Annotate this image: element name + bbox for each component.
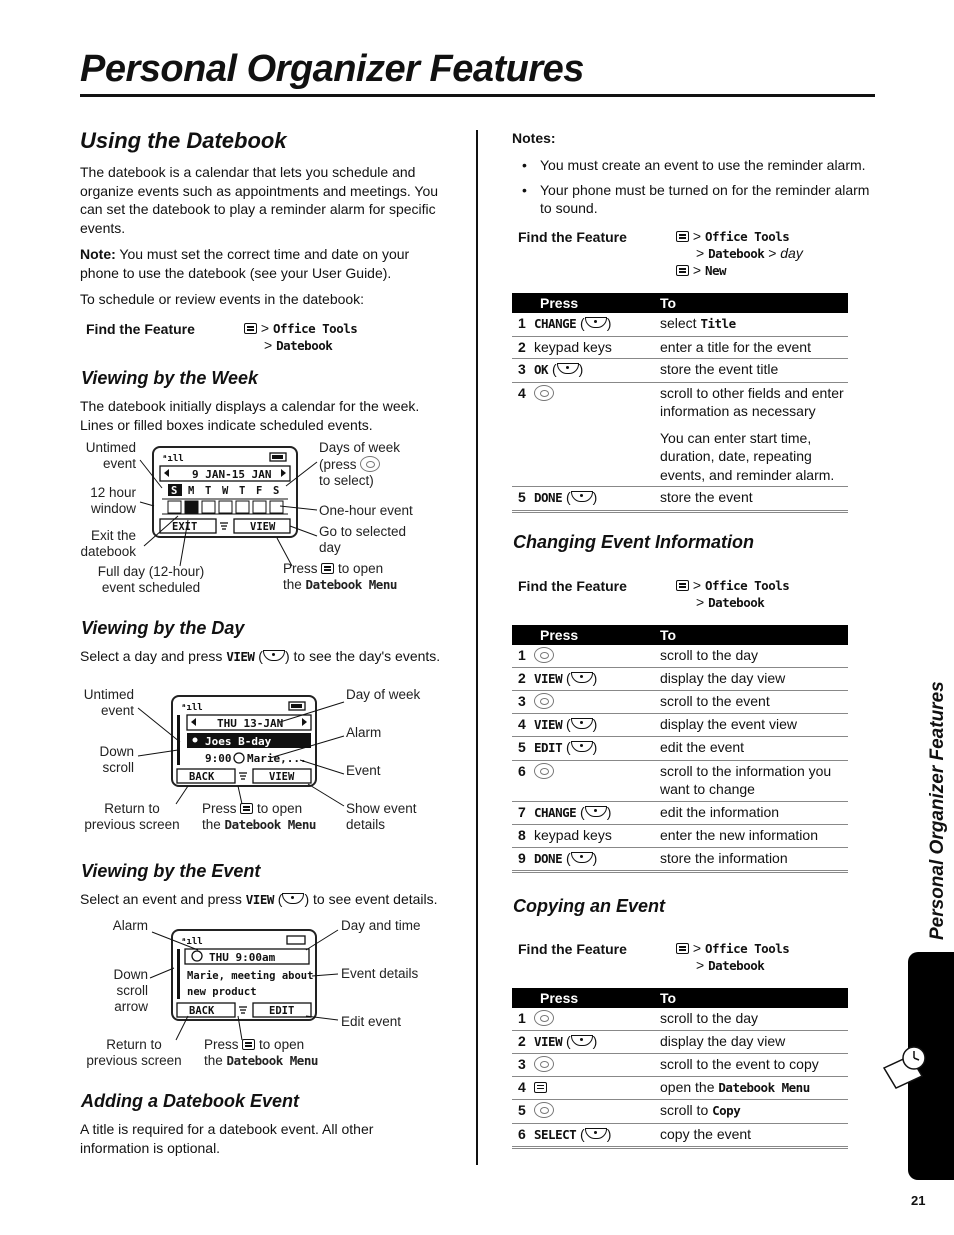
find-feature-label: Find the Feature <box>518 578 627 594</box>
event-line-2: new product <box>187 986 257 998</box>
ann-alarm-event: Alarm <box>112 918 148 933</box>
ann-down-arrow: Down scroll arrow <box>113 967 148 1014</box>
note-paragraph <box>80 245 445 282</box>
press-cell: VIEW ( ) <box>534 713 654 737</box>
view-softkey-label: VIEW <box>250 521 276 533</box>
svg-text:EDIT: EDIT <box>269 1005 295 1017</box>
nav-key-icon <box>534 1102 554 1118</box>
table-row <box>512 1054 848 1077</box>
day-date: THU 13-JAN <box>217 717 284 730</box>
menu-key-icon <box>676 231 689 242</box>
to-cell: store the event title <box>654 359 848 383</box>
table-row <box>512 667 848 691</box>
step-number: 2 <box>512 336 534 359</box>
table-row <box>512 760 848 801</box>
press-cell: CHANGE ( ) <box>534 313 654 336</box>
ann-untimed-day: Untimed event <box>83 687 134 718</box>
step-number: 4 <box>512 713 534 737</box>
table-row <box>512 713 848 737</box>
ann-down-scroll: Down scroll <box>99 744 134 775</box>
press-cell <box>534 1100 654 1124</box>
step-number: 1 <box>512 645 534 667</box>
step-number: 9 <box>512 847 534 872</box>
press-cell: DONE ( ) <box>534 847 654 872</box>
changing-table: Press To 1 scroll to the day 2 VIEW ( ) display the day view 3 scroll to the event 4 VIEW ( ) display the event view 5 EDIT ( ) edit the event 6 scroll to the information you want to change 7 CHANGE ( ) edit the information 8 keypad keys enter the new information 9 DONE ( ) store the information <box>512 625 848 873</box>
softkey-icon <box>263 650 285 661</box>
nav-key-icon <box>534 647 554 663</box>
svg-text:BACK: BACK <box>189 1005 215 1017</box>
find-feature-label: Find the Feature <box>518 229 627 245</box>
weekday-label: S <box>171 485 178 497</box>
nav-key-icon <box>534 1056 554 1072</box>
softkey-icon <box>571 672 593 683</box>
svg-text:BACK: BACK <box>189 771 215 783</box>
week-range: 9 JAN-15 JAN <box>192 468 272 481</box>
table-row <box>512 313 848 336</box>
menu-key-icon <box>321 563 334 574</box>
step-number: 1 <box>512 313 534 336</box>
page-title: Personal Organizer Features <box>80 48 584 90</box>
ann-alarm-day: Alarm <box>346 725 382 740</box>
softkey-icon <box>571 1035 593 1046</box>
table-row <box>512 1008 848 1030</box>
step-number: 4 <box>512 382 534 487</box>
table-row <box>512 382 848 487</box>
step-number: 5 <box>512 737 534 761</box>
copying-table: Press To 1 scroll to the day 2 VIEW ( ) display the day view 3 scroll to the event to copy 4 open the Datebook Menu 5 scroll to Copy 6 SELECT ( ) copy the event <box>512 988 848 1149</box>
adding-text: A title is required for a datebook event. All other information is optional. <box>80 1121 374 1156</box>
side-tab-label: Personal Organizer Features <box>927 681 948 940</box>
note-item: • You must create an event to use the reminder alarm. <box>522 157 866 173</box>
step-number: 5 <box>512 487 534 512</box>
press-cell: VIEW ( ) <box>534 667 654 691</box>
find-feature-path-change: > Office Tools > Datebook <box>676 577 789 611</box>
nav-key-icon <box>534 693 554 709</box>
event-text: Select an event and press VIEW ( ) to see event details. <box>80 891 438 907</box>
svg-text:ᵃıll: ᵃıll <box>181 937 203 947</box>
table-row <box>512 645 848 667</box>
ann-day-of-week: Day of week <box>346 687 421 702</box>
ann-12hour: 12 hour window <box>90 485 136 516</box>
menu-key-icon <box>676 265 689 276</box>
column-divider <box>476 130 478 1165</box>
menu-key-icon <box>676 943 689 954</box>
adding-heading: Adding a Datebook Event <box>81 1091 300 1111</box>
table-row <box>512 737 848 761</box>
table-row <box>512 1076 848 1100</box>
find-feature-main <box>86 320 446 360</box>
find-feature-add <box>518 228 858 284</box>
table-row <box>512 1100 848 1124</box>
intro-paragraph: The datebook is a calendar that lets you schedule and organize events such as appointments and meetings. You can set the datebook to play a reminder alarm for specific events. <box>80 164 439 236</box>
press-cell: keypad keys <box>534 825 654 848</box>
weekday-label: W <box>222 485 229 497</box>
ann-event: Event <box>346 763 381 778</box>
table-row <box>512 691 848 714</box>
press-cell: keypad keys <box>534 336 654 359</box>
press-cell: SELECT ( ) <box>534 1123 654 1148</box>
press-cell <box>534 691 654 714</box>
week-heading: Viewing by the Week <box>81 368 259 388</box>
ann-fullday: Full day (12-hour) event scheduled <box>97 564 205 595</box>
to-cell: store the information <box>654 847 848 872</box>
to-cell: display the day view <box>654 667 848 691</box>
softkey-icon <box>585 317 607 328</box>
week-text: The datebook initially displays a calendar for the week. Lines or filled boxes indicate scheduled events. <box>80 398 420 433</box>
step-number: 6 <box>512 1123 534 1148</box>
page-number: 21 <box>911 1193 926 1208</box>
find-feature-change <box>518 577 858 617</box>
notes-label: Notes: <box>512 130 556 146</box>
day-text: Select a day and press VIEW ( ) to see the day's events. <box>80 648 441 664</box>
to-cell: scroll to other fields and enter information as necessary You can enter start time, duration, date, repeating events, and reminder alarm. <box>654 382 848 487</box>
to-cell: select Title <box>654 313 848 336</box>
day-event-2-time: 9:00 <box>205 752 232 765</box>
step-number: 2 <box>512 1030 534 1054</box>
to-cell: enter the new information <box>654 825 848 848</box>
changing-heading: Changing Event Information <box>513 532 754 552</box>
note-text: You must set the correct time and date on your phone to use the datebook (see your User Guide). <box>80 246 410 281</box>
day-heading: Viewing by the Day <box>81 618 245 638</box>
signal-icon: ᵃıll <box>162 454 184 464</box>
day-event-2-title: Marie,... <box>247 752 307 765</box>
to-cell: scroll to the information you want to change <box>654 760 848 801</box>
table-row <box>512 1030 848 1054</box>
find-feature-copy <box>518 940 858 980</box>
ann-go-to-day: Go to selected day <box>319 524 407 555</box>
to-cell: scroll to the event <box>654 691 848 714</box>
weekday-label: S <box>273 485 280 497</box>
to-cell: edit the information <box>654 801 848 825</box>
press-cell: VIEW ( ) <box>534 1030 654 1054</box>
table-row <box>512 336 848 359</box>
nav-key-icon <box>534 1010 554 1026</box>
ann-edit-event: Edit event <box>341 1014 402 1029</box>
softkey-icon <box>585 1128 607 1139</box>
press-cell <box>534 1076 654 1100</box>
signal-icon: ᵃıll <box>181 703 203 713</box>
table-row <box>512 847 848 872</box>
step-number: 8 <box>512 825 534 848</box>
to-cell: scroll to Copy <box>654 1100 848 1124</box>
to-cell: scroll to the day <box>654 1008 848 1030</box>
day-event-1: Joes B-day <box>205 735 272 748</box>
nav-key-icon <box>534 385 554 401</box>
softkey-icon <box>585 806 607 817</box>
table-row <box>512 825 848 848</box>
ann-days-of-week: Days of week (press to select) <box>319 440 401 488</box>
to-cell: enter a title for the event <box>654 336 848 359</box>
event-line-1: Marie, meeting about <box>187 970 314 982</box>
ann-return-day: Return to previous screen <box>84 801 180 832</box>
svg-text:VIEW: VIEW <box>269 771 295 783</box>
note-label: Note: <box>80 246 116 262</box>
press-cell <box>534 1008 654 1030</box>
weekday-label: F <box>256 485 263 497</box>
to-cell: edit the event <box>654 737 848 761</box>
find-feature-label: Find the Feature <box>518 941 627 957</box>
step-number: 6 <box>512 760 534 801</box>
press-cell <box>534 1054 654 1077</box>
step-number: 4 <box>512 1076 534 1100</box>
to-cell: scroll to the event to copy <box>654 1054 848 1077</box>
weekday-label: M <box>188 485 195 497</box>
ann-day-time: Day and time <box>341 918 421 933</box>
softkey-icon <box>282 893 304 904</box>
press-cell: EDIT ( ) <box>534 737 654 761</box>
softkey-icon <box>557 363 579 374</box>
find-feature-path-copy: > Office Tools > Datebook <box>676 940 789 974</box>
find-feature-label: Find the Feature <box>86 321 195 337</box>
to-cell: display the day view <box>654 1030 848 1054</box>
copying-heading: Copying an Event <box>513 896 666 916</box>
weekday-label: T <box>205 485 212 497</box>
table-row <box>512 359 848 383</box>
to-cell: copy the event <box>654 1123 848 1148</box>
ann-exit: Exit the datebook <box>80 528 136 559</box>
softkey-icon <box>571 741 593 752</box>
schedule-text: To schedule or review events in the datebook: <box>80 291 365 307</box>
col-press: Press <box>512 293 654 313</box>
step-number: 3 <box>512 359 534 383</box>
ann-press-open-day: Press to open the Datebook Menu <box>202 801 316 832</box>
event-heading: Viewing by the Event <box>81 861 261 881</box>
to-cell: store the event <box>654 487 848 512</box>
step-number: 3 <box>512 1054 534 1077</box>
table-row <box>512 1123 848 1148</box>
press-cell <box>534 760 654 801</box>
ann-return-event: Return to previous screen <box>86 1037 182 1068</box>
ann-press-open-event: Press to open the Datebook Menu <box>204 1037 318 1068</box>
press-cell: CHANGE ( ) <box>534 801 654 825</box>
nav-key-icon <box>360 456 380 472</box>
menu-key-icon <box>244 323 257 334</box>
menu-key-icon <box>676 580 689 591</box>
weekday-label: T <box>239 485 246 497</box>
to-cell: scroll to the day <box>654 645 848 667</box>
section-title: Using the Datebook <box>80 128 287 153</box>
title-rule <box>80 94 875 97</box>
softkey-icon <box>571 718 593 729</box>
softkey-icon <box>571 852 593 863</box>
event-time: THU 9:00am <box>209 951 276 964</box>
add-event-table <box>512 293 848 513</box>
menu-key-icon <box>534 1082 547 1093</box>
press-cell: DONE ( ) <box>534 487 654 512</box>
press-cell: OK ( ) <box>534 359 654 383</box>
ann-event-details: Event details <box>341 966 419 981</box>
exit-softkey-label: EXIT <box>172 521 198 533</box>
step-number: 5 <box>512 1100 534 1124</box>
ann-press-open-week: Press to open the Datebook Menu <box>283 561 397 592</box>
to-cell: open the Datebook Menu <box>654 1076 848 1100</box>
find-feature-path-add: > Office Tools > Datebook > day > New <box>676 228 803 279</box>
nav-key-icon <box>534 763 554 779</box>
col-to: To <box>654 293 848 313</box>
table-row <box>512 487 848 512</box>
find-feature-path: > Office Tools > Datebook <box>244 320 357 354</box>
ann-one-hour: One-hour event <box>319 503 413 518</box>
press-cell <box>534 645 654 667</box>
softkey-icon <box>571 491 593 502</box>
note-item: • Your phone must be turned on for the reminder alarm to sound. <box>522 181 870 216</box>
press-cell <box>534 382 654 487</box>
menu-key-icon <box>240 803 253 814</box>
step-number: 1 <box>512 1008 534 1030</box>
table-row <box>512 801 848 825</box>
menu-key-icon <box>242 1039 255 1050</box>
ann-untimed-week: Untimed event <box>85 440 136 471</box>
to-cell: display the event view <box>654 713 848 737</box>
step-number: 3 <box>512 691 534 714</box>
notes-list <box>522 156 876 218</box>
ann-show-details: Show event details <box>346 801 417 832</box>
step-number: 2 <box>512 667 534 691</box>
step-number: 7 <box>512 801 534 825</box>
organizer-icon <box>880 1040 930 1090</box>
